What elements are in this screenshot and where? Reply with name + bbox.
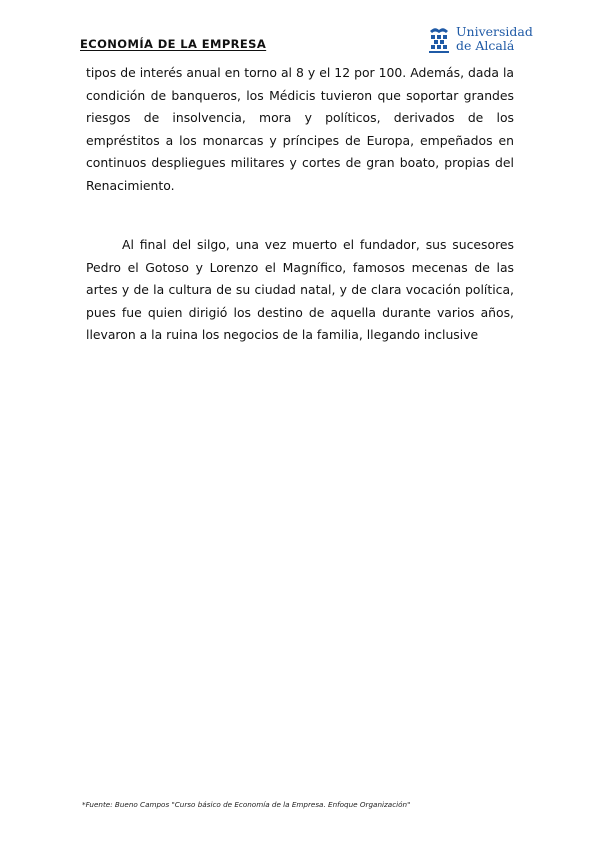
university-logo	[426, 25, 533, 55]
footnote-source: *Fuente: Bueno Campos "Curso básico de Economía de la Empresa. Enfoque Organización"	[82, 800, 411, 809]
page-header-title: ECONOMÍA DE LA EMPRESA	[80, 37, 267, 51]
body-paragraph-2: Al final del silgo, una vez muerto el fundador, sus sucesores Pedro el Gotoso y Lorenzo el Magnífico, famosos mecenas de las artes y de la cultura de su ciudad natal, y de clara vocación política, pues fue quien dirigió los destino de aquella durante varios años, llevaron a la ruina los negocios de la familia, llegando inclusive	[86, 237, 514, 343]
university-name-line2: de Alcalá	[456, 38, 515, 53]
body-paragraph-1: tipos de interés anual en torno al 8 y el 12 por 100. Además, dada la condición de banqueros, los Médicis tuvieron que soportar grandes riesgos de insolvencia, mora y políticos, derivados de los empréstitos a los monarcas y príncipes de Europa, empeñados en continuos despliegues militares y cortes de gran boato, propias del Renacimiento.	[86, 65, 514, 193]
university-name-line1: Universidad	[456, 24, 533, 39]
university-name	[456, 25, 533, 53]
university-crest-icon	[426, 25, 452, 55]
